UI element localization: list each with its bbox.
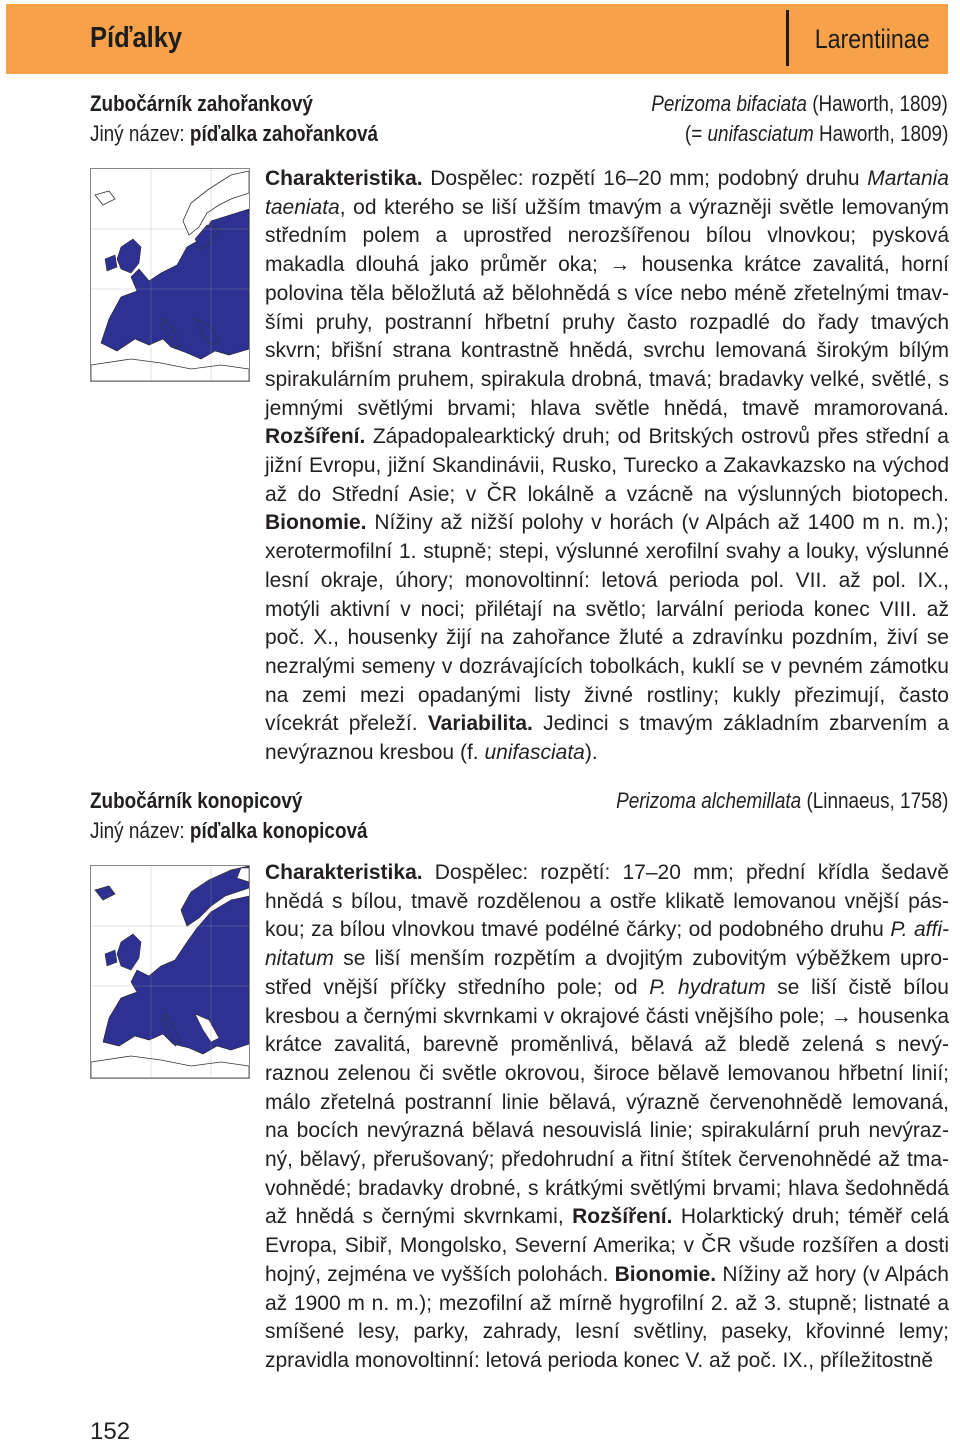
species-1-variability-label: Variabilita.: [427, 712, 533, 736]
species-2-other-name: píďalka konopicová: [189, 818, 368, 843]
species-2-characteristics-text-2: se liší menším rozpětím a dvojitým zubovitým výběžkem uprostřed vnější příčky středního pole; od: [265, 947, 949, 999]
species-1-other-name-line: [90, 120, 425, 148]
species-2-characteristics-text-3: se liší čistě bílou kresbou a černými skvrnkami v okrajové části vnějšího pole;: [265, 975, 949, 1028]
species-1-other-name: píďalka zahořanková: [189, 121, 379, 146]
europe-map-2: [91, 866, 249, 1078]
arrow-icon: →: [609, 253, 631, 277]
species-1-synonym-epithet: unifasciatum: [707, 121, 814, 146]
species-2-bionomics-text: Nížiny až hory (v Alpách až 1900 m n. m.); mezofilní až mírně hygrofilní 2. až 3. stupně; listnaté a smíšené lesy, parky, zahrady, lesní světliny, paseky, křovinné lemy; zpravidla monovoltinní: letová perioda konec V. až poč. IX., příležitostně: [265, 1262, 949, 1372]
species-1-bionomics-label: Bionomie.: [265, 511, 367, 535]
arrow-icon: →: [830, 1004, 852, 1028]
species-1-synonym-line: [642, 120, 948, 148]
species-2-distribution-label: Rozšíření.: [572, 1205, 673, 1229]
species-2-distribution-text: Holarktický druh; téměř celá Evropa, Sibiř, Mongolsko, Severní Amerika; v ČR všude rozšířen a dosti hojný, zejména ve vyšších polohách.: [265, 1205, 949, 1286]
species-2-characteristics-label: Charakteristika.: [265, 861, 423, 884]
species-2-description: [265, 859, 949, 1376]
species-1-bionomics-text: Nížiny až nižší polohy v horách (v Alpách až 1400 m n. m.); xerotermofilní 1. stupně; stepi, výslunné xerofilní svahy a louky, výslunné lesní okraje, úhory; monovoltinní: letová perioda pol. VII. až pol. IX., motýli aktivní v noci; přilétají na světlo; larvální perioda konec VIII. až poč. X., housenky žijí na zahořance žluté a zdravínku pozdním, živí se nezralými semeny v dozrávajících tobolkách, kuklí se v pevném zámotku na zemi mezi opadanými listy živné rostliny; kukly přezimují, často vícekrát přeleží.: [265, 511, 949, 736]
species-1-characteristics-text: Dospělec: rozpětí 16–20 mm; podobný druhu: [430, 167, 860, 190]
europe-map-1: [91, 169, 249, 381]
species-2-other-name-line: [90, 817, 413, 845]
species-2-czech-name-line: [90, 787, 337, 815]
species-2-characteristics-italic: P. affinitatum: [265, 918, 950, 971]
species-2-czech-name: Zubočárník konopicový: [90, 788, 303, 813]
species-1-distribution-label: Rozšíření.: [265, 425, 366, 449]
species-2-latin-author: (Linnaeus, 1758): [805, 788, 948, 813]
page-header: [6, 4, 948, 74]
species-1-variability-end: ).: [584, 741, 598, 765]
species-1-czech-name-line: [90, 90, 349, 118]
species-1-other-name-label: Jiný název:: [90, 121, 185, 146]
subfamily-title: Larentiinae: [815, 24, 930, 54]
species-1-distribution-text: Západopalearktický druh; od Britských ostrovů přes střední a jižní Evropu, jižní Skandinávii, Rusko, Turecko a Zakavkazsko na východ až do Střední Asie; v ČR lokálně a vzácně na výslunných biotopech.: [265, 425, 949, 506]
species-1-larva-text: housenka krátce zavalitá, horní polovina těla běložlutá až bělohnědá s více nebo méně zřetelnými tmavšími pruhy, postranní hřbetní pruhy často rozpadlé do řady tmavých skvrn; břišní strana kontrastně hnědá, svrchu lemovaná širokým bílým spirakulárním pruhem, spirakula drobná, tmavá; bradavky velké, světlé, s jemnými světlými brvami; hlava světle hnědá, tmavě mramorovaná.: [265, 253, 949, 420]
species-1-characteristics-label: Charakteristika.: [265, 167, 423, 190]
species-1-distribution-map: [90, 168, 250, 382]
species-2-characteristics-text: Dospělec: rozpětí: 17–20 mm; přední křídla šedavě hnědá s bílou, tmavě rozdělenou a ostře klikatě lemovanou vnější páskou; za bílou vlnovkou tmavé podélné čárky; od podobného druhu: [265, 861, 949, 942]
species-1-latin-name-line: [603, 90, 948, 118]
species-1-characteristics-italic: Martania taeniata: [265, 167, 949, 219]
header-divider: [786, 10, 789, 66]
species-1-variability-italic: unifasciata: [484, 741, 585, 765]
species-1-variability-text: Jedinci s tmavým základním zbarvením a nevýraznou kresbou (f.: [265, 712, 949, 765]
species-1-latin-name: Perizoma bifaciata: [651, 91, 808, 116]
species-1-czech-name: Zubočárník zahořankový: [90, 91, 313, 116]
species-1-synonym-author: Haworth, 1809): [818, 121, 948, 146]
species-2-characteristics-italic-2: P. hydratum: [649, 975, 766, 999]
species-2-other-name-label: Jiný název:: [90, 818, 185, 843]
species-2-latin-name: Perizoma alchemillata: [615, 788, 801, 813]
species-1-description: [265, 165, 949, 768]
species-2-bionomics-label: Bionomie.: [614, 1262, 717, 1286]
species-1-characteristics-text-2: , od kterého se liší užším tmavým a výrazněji světle lemovaným středním polem a uprostřed nerozšířenou bílou vlnovkou; pysková makadla dlouhá jako průměr oka;: [265, 195, 949, 277]
species-2-distribution-map: [90, 865, 250, 1079]
species-1-synonym-prefix: (=: [684, 121, 702, 146]
species-1-latin-author: (Haworth, 1809): [812, 91, 948, 116]
page-number: 152: [90, 1418, 131, 1445]
species-2-larva-text: housenka krátce zavalitá, barevně proměnlivá, bělavá až bledě zelená s nevýraznou zelenou či světle okrovou, široce bělavě lemovanou hřbetní linií; málo zřetelná postranní linie bělavá, výrazně červenohnědě lemovaná, na bocích nevýrazná bělavá nesouvislá linie; spirakulární pruh nevýrazný, bělavý, přerušovaný; předohrudní a řitní štítek červenohnědé až tmavohnědé; bradavky drobné, s krátkými světlými brvami; hlava šedohnědá až hnědá s černými skvrnkami,: [265, 1004, 949, 1229]
family-title: Píďalky: [90, 22, 183, 54]
species-2-latin-name-line: [562, 787, 948, 815]
